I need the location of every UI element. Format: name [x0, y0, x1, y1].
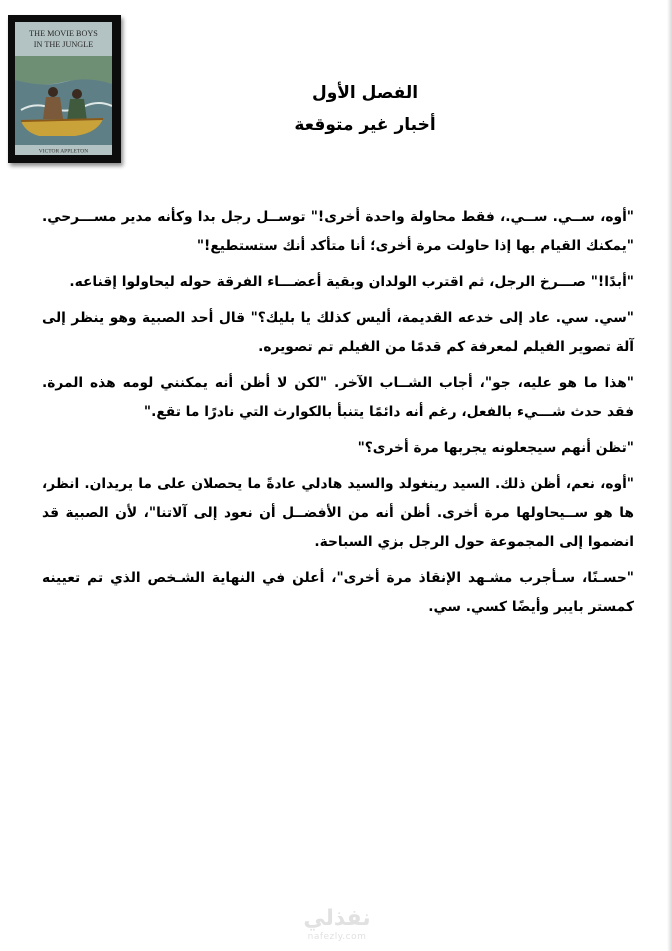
cover-figure-body-2	[67, 99, 87, 121]
chapter-header	[200, 80, 530, 138]
paragraph: "حسـنًا، سـأجرب مشـهد الإنقاذ مرة أخرى"، أعلن في النهاية الشـخص الذي تم تعيينه كمستر بايبر وأيضًا كسي. سي.	[42, 570, 634, 615]
chapter-body	[42, 203, 634, 629]
cover-title-band	[15, 22, 112, 56]
cover-figure-head-1	[48, 87, 58, 97]
book-cover-illustration	[15, 22, 112, 155]
book-cover-thumbnail	[8, 15, 121, 163]
cover-figure-body-1	[43, 97, 63, 119]
paragraph: "أوه، نعم، أظن ذلك. السيد رينغولد والسيد هادلي عادةً ما يحصلان على ما يريدان. انظر، ها هو ســيحاولها مرة أخرى. أظن أنه من الأفضــل أن نعود إلى آلاتنا"، لأن الصبية قد انضموا إلى المجموعة حول الرجل بزي السباحة.	[42, 476, 634, 550]
paragraph: "أبدًا!" صـــرخ الرجل، ثم اقترب الولدان وبقية أعضـــاء الفرقة حوله ليحاولوا إقناعه.	[69, 274, 634, 290]
cover-title-line-2: IN THE JUNGLE	[33, 40, 94, 49]
page-edge-shadow	[667, 0, 672, 951]
cover-jungle-trees	[15, 56, 112, 85]
cover-title-line-1: THE MOVIE BOYS	[29, 29, 98, 38]
watermark-logo: نفذلي	[303, 906, 371, 931]
paragraph: "سي. سي. عاد إلى خدعه القديمة، أليس كذلك يا بليك؟" قال أحد الصبية وهو ينظر إلى آلة تصوير الفيلم لمعرفة كم قدمًا من الفيلم تم تصويره.	[42, 310, 634, 355]
paragraph: "هذا ما هو عليه، جو"، أجاب الشــاب الآخر. "لكن لا أظن أنه يمكنني لومه هذه المرة. فقد حدث شـــيء بالفعل، رغم أنه دائمًا يتنبأ بالكوارث التي نادرًا ما تقع."	[42, 375, 634, 420]
cover-figure-head-2	[72, 89, 82, 99]
watermark-url: nafezly.com	[307, 932, 367, 942]
paragraph: "أوه، ســي. ســي.، فقط محاولة واحدة أخرى!" توســل رجل بدا وكأنه مدير مســـرحي. "يمكنك القيام بها إذا حاولت مرة أخرى؛ أنا متأكد أنك ستستطيع!"	[42, 209, 634, 254]
cover-author-name: VICTOR APPLETON	[38, 148, 89, 155]
chapter-title: الفصل الأول	[311, 83, 419, 103]
watermark	[292, 906, 382, 943]
paragraph: "تظن أنهم سيجعلونه يجربها مرة أخرى؟"	[357, 440, 634, 456]
chapter-subtitle: أخبار غير متوقعة	[294, 115, 436, 135]
